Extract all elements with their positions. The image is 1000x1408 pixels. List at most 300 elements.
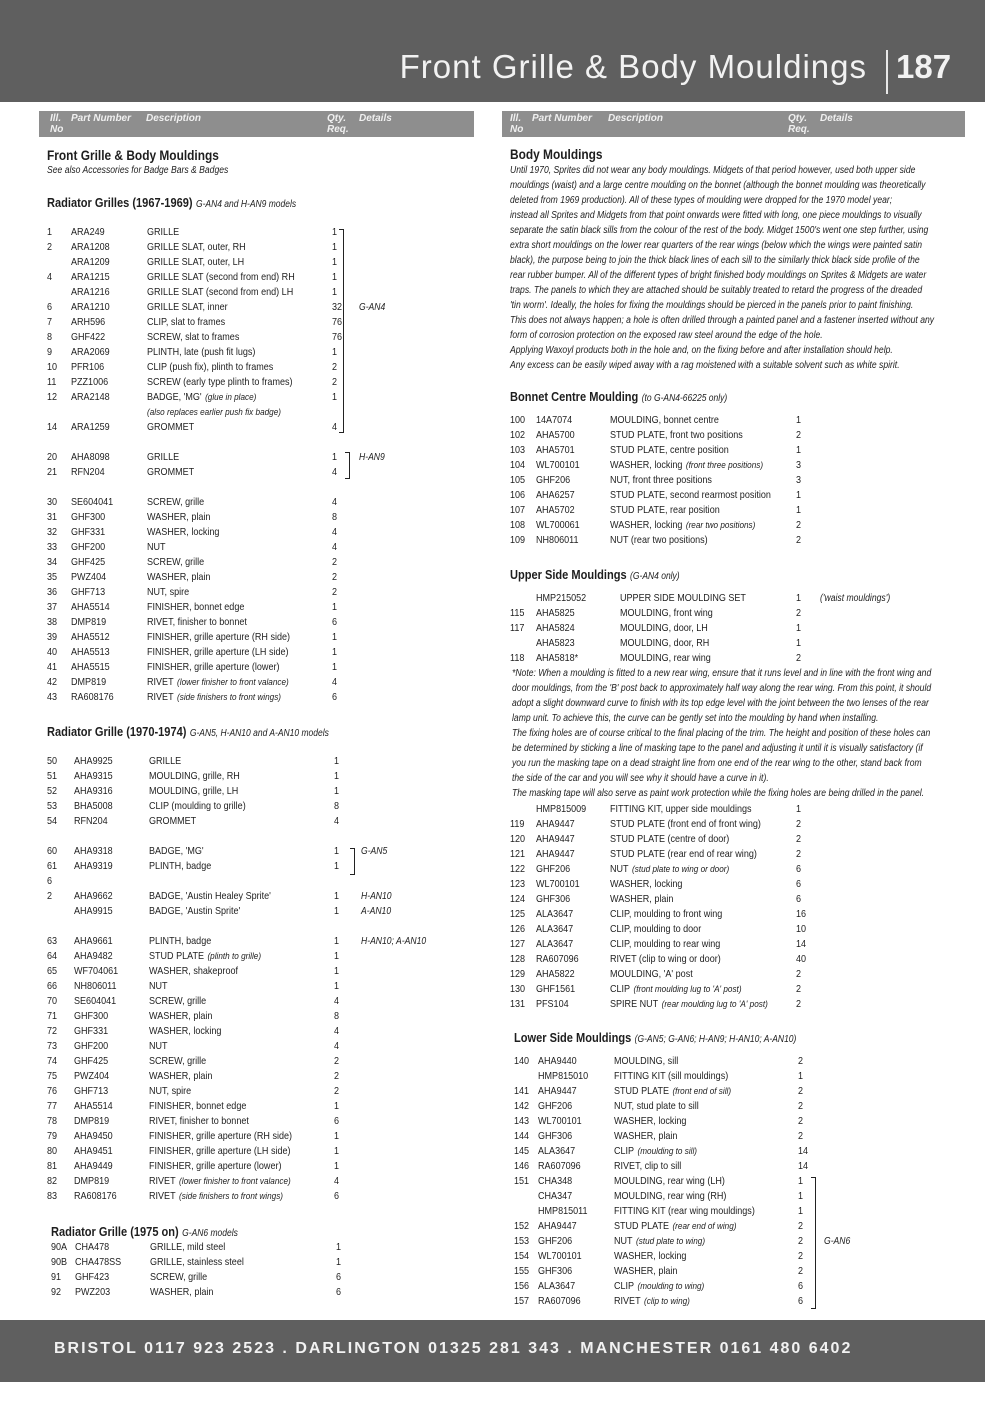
part-number: AHA5823 bbox=[536, 637, 575, 649]
table-row bbox=[47, 1024, 467, 1039]
part-number: HMP815009 bbox=[536, 803, 587, 815]
item-number: 82 bbox=[47, 1175, 58, 1187]
table-row bbox=[47, 225, 467, 240]
description: CLIP, moulding to door bbox=[610, 923, 702, 935]
item-number: 73 bbox=[47, 1040, 58, 1052]
description: FINISHER, grille aperture (LH side) bbox=[149, 1145, 291, 1157]
quantity: 1 bbox=[334, 755, 340, 767]
table-row bbox=[47, 1174, 467, 1189]
quantity: 1 bbox=[332, 256, 338, 268]
quantity: 8 bbox=[334, 800, 340, 812]
col-part-number: Part Number bbox=[532, 113, 593, 124]
item-number: 106 bbox=[510, 489, 526, 501]
page-header bbox=[0, 0, 985, 102]
description: NUT bbox=[147, 541, 166, 553]
table-row bbox=[510, 982, 970, 997]
description: WASHER, plain bbox=[614, 1130, 678, 1142]
item-number: 152 bbox=[514, 1220, 530, 1232]
parts-list bbox=[510, 413, 970, 548]
quantity: 1 bbox=[796, 637, 802, 649]
table-row bbox=[47, 375, 467, 390]
quantity: 2 bbox=[796, 607, 802, 619]
description: NUT, spire bbox=[149, 1085, 192, 1097]
part-number: AHA5515 bbox=[71, 661, 110, 673]
group-bracket bbox=[339, 229, 344, 433]
item-number: 30 bbox=[47, 496, 58, 508]
part-number: AHA9451 bbox=[74, 1145, 113, 1157]
part-number: GHF306 bbox=[538, 1265, 573, 1277]
quantity: 4 bbox=[332, 466, 338, 478]
quantity: 1 bbox=[332, 226, 338, 238]
table-row bbox=[47, 630, 467, 645]
quantity: 2 bbox=[796, 818, 802, 830]
table-row bbox=[510, 952, 970, 967]
table-row bbox=[510, 443, 970, 458]
table-row bbox=[51, 1285, 471, 1300]
part-number: WL700101 bbox=[538, 1250, 582, 1262]
part-number: ALA3647 bbox=[538, 1145, 576, 1157]
description: PLINTH, late (push fit lugs) bbox=[147, 346, 256, 358]
item-number: 72 bbox=[47, 1025, 58, 1037]
note-line: adopt a slight downward curve to finish with its top edge level with the joint between the two lenses of the rear bbox=[512, 698, 929, 709]
quantity: 4 bbox=[334, 995, 340, 1007]
item-number: 43 bbox=[47, 691, 58, 703]
part-number: WL700101 bbox=[536, 878, 580, 890]
part-number: GHF206 bbox=[536, 863, 571, 875]
item-number: 74 bbox=[47, 1055, 58, 1067]
description: GRILLE SLAT, inner bbox=[147, 301, 228, 313]
note-line: The fixing holes are of course critical to the final placing of the trim. The height and position of these holes can bbox=[512, 728, 931, 739]
quantity: 1 bbox=[332, 271, 338, 283]
item-number: 121 bbox=[510, 848, 526, 860]
quantity: 1 bbox=[334, 845, 340, 857]
note-line: *Note: When a moulding is fitted to a new rear wing, ensure that it runs level and in line with the front wing and bbox=[512, 668, 932, 679]
quantity: 1 bbox=[796, 444, 802, 456]
table-row bbox=[510, 606, 970, 621]
description: MOULDING, 'A' post bbox=[610, 968, 693, 980]
part-number: AHA5702 bbox=[536, 504, 575, 516]
table-row bbox=[510, 922, 970, 937]
quantity: 3 bbox=[796, 459, 802, 471]
table-row bbox=[47, 675, 467, 690]
part-number: ARA1216 bbox=[71, 286, 110, 298]
part-number: AHA9449 bbox=[74, 1160, 113, 1172]
table-row bbox=[47, 1144, 467, 1159]
description: (also replaces earlier push fix badge) bbox=[147, 407, 281, 418]
table-row bbox=[510, 413, 970, 428]
table-row bbox=[514, 1069, 974, 1084]
quantity: 1 bbox=[798, 1190, 804, 1202]
part-number: GHF300 bbox=[71, 511, 106, 523]
quantity: 1 bbox=[334, 1130, 340, 1142]
item-number: 6 bbox=[47, 301, 53, 313]
note-line: you run the masking tape on a dead straight line from one end of the rear wing to the other, stand back from bbox=[512, 758, 922, 769]
details: H-AN10; A-AN10 bbox=[361, 936, 427, 947]
part-number: AHA9447 bbox=[536, 848, 575, 860]
part-number: NH806011 bbox=[74, 980, 117, 992]
part-number: DMP819 bbox=[71, 676, 107, 688]
part-number: ARA1209 bbox=[71, 256, 110, 268]
item-number: 2 bbox=[47, 890, 53, 902]
table-row bbox=[47, 600, 467, 615]
col-details: Details bbox=[359, 113, 392, 124]
quantity: 2 bbox=[798, 1085, 804, 1097]
page-title: Front Grille & Body Mouldings bbox=[399, 48, 867, 85]
parts-list bbox=[514, 1054, 974, 1309]
description: PLINTH, badge bbox=[149, 935, 212, 947]
description: WASHER, plain bbox=[149, 1070, 213, 1082]
part-number: GHF425 bbox=[74, 1055, 109, 1067]
table-row bbox=[47, 1189, 467, 1204]
item-number: 125 bbox=[510, 908, 526, 920]
quantity: 1 bbox=[334, 890, 340, 902]
description: STUD PLATE (front end of front wing) bbox=[610, 818, 761, 830]
page-edge bbox=[985, 0, 1000, 1408]
item-number: 6 bbox=[47, 875, 53, 887]
item-number: 157 bbox=[514, 1295, 530, 1307]
parts-list bbox=[47, 754, 467, 1204]
description: GROMMET bbox=[147, 466, 195, 478]
note-line: form of corrosion protection on the exposed raw steel around the edge of the hole. bbox=[510, 330, 823, 341]
table-row bbox=[514, 1234, 974, 1249]
details: H-AN9 bbox=[359, 452, 385, 463]
description: BADGE, 'Austin Sprite' bbox=[149, 905, 241, 917]
table-row bbox=[51, 1270, 471, 1285]
table-row bbox=[47, 754, 467, 769]
table-row bbox=[514, 1114, 974, 1129]
part-number: AHA5514 bbox=[71, 601, 110, 613]
description: STUD PLATE, second rearmost position bbox=[610, 489, 771, 501]
part-number: ARA2069 bbox=[71, 346, 110, 358]
item-number: 53 bbox=[47, 800, 58, 812]
part-number: AHA5818* bbox=[536, 652, 579, 664]
details: ('waist mouldings') bbox=[820, 593, 891, 604]
description: MOULDING, rear wing bbox=[620, 652, 711, 664]
description: SCREW, grille bbox=[147, 496, 205, 508]
quantity: 2 bbox=[796, 983, 802, 995]
quantity: 1 bbox=[796, 504, 802, 516]
details: G-AN6 bbox=[824, 1236, 851, 1247]
item-number: 119 bbox=[510, 818, 525, 830]
quantity: 40 bbox=[796, 953, 807, 965]
item-number: 154 bbox=[514, 1250, 530, 1262]
quantity: 2 bbox=[796, 998, 802, 1010]
section-heading: Radiator Grille (1975 on) G-AN6 models bbox=[51, 1224, 238, 1239]
note-line: The masking tape will also serve as paint work protection while the fixing holes are being drilled in the panel. bbox=[512, 788, 925, 799]
table-row bbox=[514, 1174, 974, 1189]
part-number: AHA9915 bbox=[74, 905, 113, 917]
item-number: 100 bbox=[510, 414, 526, 426]
description: GRILLE bbox=[149, 755, 182, 767]
part-number: AHA5822 bbox=[536, 968, 575, 980]
table-row bbox=[47, 270, 467, 285]
quantity: 76 bbox=[332, 331, 343, 343]
quantity: 2 bbox=[798, 1265, 804, 1277]
part-number: GHF206 bbox=[538, 1100, 573, 1112]
table-row bbox=[47, 1069, 467, 1084]
description: NUT bbox=[149, 1040, 168, 1052]
item-number: 142 bbox=[514, 1100, 530, 1112]
item-number: 34 bbox=[47, 556, 58, 568]
quantity: 1 bbox=[334, 770, 340, 782]
quantity: 1 bbox=[798, 1205, 804, 1217]
description: NUT (stud plate to wing) bbox=[614, 1235, 706, 1247]
section-note: See also Accessories for Badge Bars & Badges bbox=[47, 165, 229, 176]
description: WASHER, locking bbox=[614, 1250, 687, 1262]
note-line: Applying Waxoyl products both in the hole and, on the fixing before and after installation should help. bbox=[510, 345, 893, 356]
table-row bbox=[47, 784, 467, 799]
part-number: AHA9447 bbox=[538, 1085, 577, 1097]
part-number: AHA9447 bbox=[536, 818, 575, 830]
quantity: 1 bbox=[336, 1241, 342, 1253]
table-row bbox=[47, 360, 467, 375]
table-row bbox=[510, 428, 970, 443]
item-number: 108 bbox=[510, 519, 526, 531]
details: A-AN10 bbox=[361, 906, 392, 917]
row-spacer bbox=[47, 919, 467, 934]
group-bracket bbox=[811, 1177, 816, 1309]
page-number: 187 bbox=[896, 48, 952, 85]
col-qty: Qty. Req. bbox=[327, 113, 349, 135]
description: MOULDING, door, RH bbox=[620, 637, 710, 649]
item-number: 153 bbox=[514, 1235, 530, 1247]
description: STUD PLATE (rear end of wing) bbox=[614, 1220, 737, 1232]
table-row bbox=[510, 862, 970, 877]
quantity: 2 bbox=[796, 429, 802, 441]
quantity: 1 bbox=[334, 1160, 340, 1172]
item-number: 151 bbox=[514, 1175, 530, 1187]
quantity: 1 bbox=[332, 661, 338, 673]
part-number: WF704061 bbox=[74, 965, 119, 977]
description: FINISHER, grille aperture (RH side) bbox=[147, 631, 291, 643]
item-number: 4 bbox=[47, 271, 53, 283]
quantity: 1 bbox=[332, 601, 338, 613]
table-row bbox=[514, 1204, 974, 1219]
item-number: 10 bbox=[47, 361, 58, 373]
item-number: 103 bbox=[510, 444, 526, 456]
part-number: ARH596 bbox=[71, 316, 106, 328]
item-number: 120 bbox=[510, 833, 526, 845]
item-number: 130 bbox=[510, 983, 526, 995]
table-row bbox=[510, 937, 970, 952]
part-number: WL700061 bbox=[536, 519, 580, 531]
part-number: GHF331 bbox=[74, 1025, 109, 1037]
quantity: 1 bbox=[796, 592, 802, 604]
table-row bbox=[514, 1189, 974, 1204]
description: WASHER, locking bbox=[147, 526, 220, 538]
part-number: PZZ1006 bbox=[71, 376, 109, 388]
parts-list bbox=[510, 591, 970, 666]
quantity: 6 bbox=[796, 863, 802, 875]
table-row bbox=[47, 390, 467, 405]
table-row bbox=[514, 1294, 974, 1309]
part-number: CHA347 bbox=[538, 1190, 573, 1202]
col-ill: Ill. No bbox=[50, 113, 64, 135]
part-number: AHA5700 bbox=[536, 429, 575, 441]
col-part-number: Part Number bbox=[71, 113, 132, 124]
part-number: AHA9450 bbox=[74, 1130, 113, 1142]
part-number: GHF200 bbox=[74, 1040, 109, 1052]
part-number: ARA1259 bbox=[71, 421, 110, 433]
quantity: 6 bbox=[798, 1295, 804, 1307]
quantity: 2 bbox=[796, 652, 802, 664]
item-number: 21 bbox=[47, 466, 58, 478]
part-number: GHF200 bbox=[71, 541, 106, 553]
item-number: 36 bbox=[47, 586, 58, 598]
parts-list bbox=[47, 225, 467, 705]
item-number: 78 bbox=[47, 1115, 58, 1127]
item-number: 63 bbox=[47, 935, 58, 947]
part-number: SE604041 bbox=[71, 496, 114, 508]
table-row bbox=[510, 518, 970, 533]
part-number: PWZ404 bbox=[71, 571, 107, 583]
item-number: 35 bbox=[47, 571, 58, 583]
table-row bbox=[47, 949, 467, 964]
description: WASHER, plain bbox=[149, 1010, 213, 1022]
quantity: 6 bbox=[796, 878, 802, 890]
quantity: 1 bbox=[334, 1100, 340, 1112]
description: WASHER, plain bbox=[147, 511, 211, 523]
item-number: 42 bbox=[47, 676, 58, 688]
description: GRILLE, stainless steel bbox=[150, 1256, 244, 1268]
description: MOULDING, grille, RH bbox=[149, 770, 240, 782]
description: WASHER, locking (rear two positions) bbox=[610, 519, 756, 531]
part-number: AHA9316 bbox=[74, 785, 113, 797]
quantity: 2 bbox=[796, 534, 802, 546]
table-row bbox=[47, 300, 467, 315]
table-row bbox=[510, 488, 970, 503]
quantity: 4 bbox=[334, 815, 340, 827]
item-number: 102 bbox=[510, 429, 526, 441]
table-row bbox=[514, 1084, 974, 1099]
part-number: AHA9662 bbox=[74, 890, 113, 902]
quantity: 1 bbox=[796, 622, 802, 634]
part-number: HMP215052 bbox=[536, 592, 587, 604]
description: NUT bbox=[149, 980, 168, 992]
details: H-AN10 bbox=[361, 891, 392, 902]
quantity: 2 bbox=[798, 1130, 804, 1142]
quantity: 1 bbox=[334, 980, 340, 992]
part-number: GHF306 bbox=[538, 1130, 573, 1142]
table-row bbox=[510, 847, 970, 862]
note-line: mouldings (waist) and a large centre moulding on the bonnet (although the bonnet moulding was theoretically bbox=[510, 180, 926, 191]
description: RIVET (clip to wing or door) bbox=[610, 953, 721, 965]
part-number: AHA5825 bbox=[536, 607, 575, 619]
quantity: 32 bbox=[332, 301, 343, 313]
description: STUD PLATE (rear end of rear wing) bbox=[610, 848, 757, 860]
description: CLIP (moulding to grille) bbox=[149, 800, 246, 812]
group-bracket bbox=[350, 848, 355, 875]
description: NUT, stud plate to sill bbox=[614, 1100, 699, 1112]
item-number: 128 bbox=[510, 953, 526, 965]
table-row bbox=[514, 1054, 974, 1069]
table-row bbox=[47, 525, 467, 540]
item-number: 104 bbox=[510, 459, 526, 471]
table-row bbox=[510, 458, 970, 473]
item-number: 129 bbox=[510, 968, 526, 980]
table-row bbox=[514, 1249, 974, 1264]
item-number: 33 bbox=[47, 541, 58, 553]
part-number: RFN204 bbox=[74, 815, 108, 827]
quantity: 76 bbox=[332, 316, 343, 328]
description: WASHER, plain bbox=[610, 893, 674, 905]
quantity: 1 bbox=[332, 631, 338, 643]
quantity: 2 bbox=[332, 361, 338, 373]
description: GROMMET bbox=[147, 421, 195, 433]
item-number: 91 bbox=[51, 1271, 62, 1283]
quantity: 1 bbox=[332, 241, 338, 253]
row-spacer bbox=[47, 435, 467, 450]
description: WASHER, shakeproof bbox=[149, 965, 238, 977]
quantity: 2 bbox=[796, 968, 802, 980]
quantity: 2 bbox=[798, 1220, 804, 1232]
part-number: HMP815011 bbox=[538, 1205, 588, 1217]
description: SCREW, grille bbox=[147, 556, 205, 568]
table-row bbox=[47, 934, 467, 949]
table-row bbox=[514, 1159, 974, 1174]
row-spacer bbox=[47, 829, 467, 844]
part-number: ALA3647 bbox=[538, 1280, 576, 1292]
item-number: 80 bbox=[47, 1145, 58, 1157]
quantity: 6 bbox=[796, 893, 802, 905]
right-column-header bbox=[502, 111, 965, 137]
table-row bbox=[47, 994, 467, 1009]
item-number: 90B bbox=[51, 1256, 68, 1268]
part-number: GHF206 bbox=[538, 1235, 573, 1247]
description: STUD PLATE, rear position bbox=[610, 504, 720, 516]
description: RIVET, finisher to bonnet bbox=[147, 616, 247, 628]
item-number: 32 bbox=[47, 526, 58, 538]
quantity: 6 bbox=[334, 1190, 340, 1202]
part-number: CHA348 bbox=[538, 1175, 573, 1187]
part-number: CHA478SS bbox=[75, 1256, 122, 1268]
part-number: ARA1215 bbox=[71, 271, 110, 283]
description: WASHER, plain bbox=[150, 1286, 214, 1298]
title-separator bbox=[886, 50, 888, 94]
description: MOULDING, rear wing (LH) bbox=[614, 1175, 725, 1187]
description: GRILLE bbox=[147, 226, 180, 238]
note-line: This does not always happen; a hole is often drilled through a painted panel and a fastener inserted without any bbox=[510, 315, 935, 326]
quantity: 8 bbox=[332, 511, 338, 523]
part-number: PWZ404 bbox=[74, 1070, 110, 1082]
description: SCREW, grille bbox=[149, 1055, 207, 1067]
part-number: AHA5512 bbox=[71, 631, 110, 643]
quantity: 4 bbox=[332, 526, 338, 538]
part-number: ALA3647 bbox=[536, 908, 574, 920]
col-ill: Ill. No bbox=[510, 113, 524, 135]
quantity: 2 bbox=[798, 1100, 804, 1112]
table-row bbox=[47, 240, 467, 255]
item-number: 7 bbox=[47, 316, 53, 328]
part-number: GHF713 bbox=[74, 1085, 109, 1097]
quantity: 3 bbox=[796, 474, 802, 486]
part-number: RA607096 bbox=[538, 1295, 581, 1307]
description: MOULDING, bonnet centre bbox=[610, 414, 719, 426]
item-number: 123 bbox=[510, 878, 526, 890]
item-number: 109 bbox=[510, 534, 526, 546]
table-row bbox=[514, 1279, 974, 1294]
description: FITTING KIT, upper side mouldings bbox=[610, 803, 752, 815]
description: MOULDING, door, LH bbox=[620, 622, 708, 634]
quantity: 1 bbox=[798, 1070, 804, 1082]
item-number: 77 bbox=[47, 1100, 58, 1112]
item-number: 9 bbox=[47, 346, 53, 358]
table-row bbox=[514, 1144, 974, 1159]
note-line: Any excess can be easily wiped away with a rag moistened with a suitable solvent such as white spirit. bbox=[510, 360, 900, 371]
table-row bbox=[47, 1159, 467, 1174]
item-number: 20 bbox=[47, 451, 58, 463]
quantity: 14 bbox=[798, 1145, 809, 1157]
